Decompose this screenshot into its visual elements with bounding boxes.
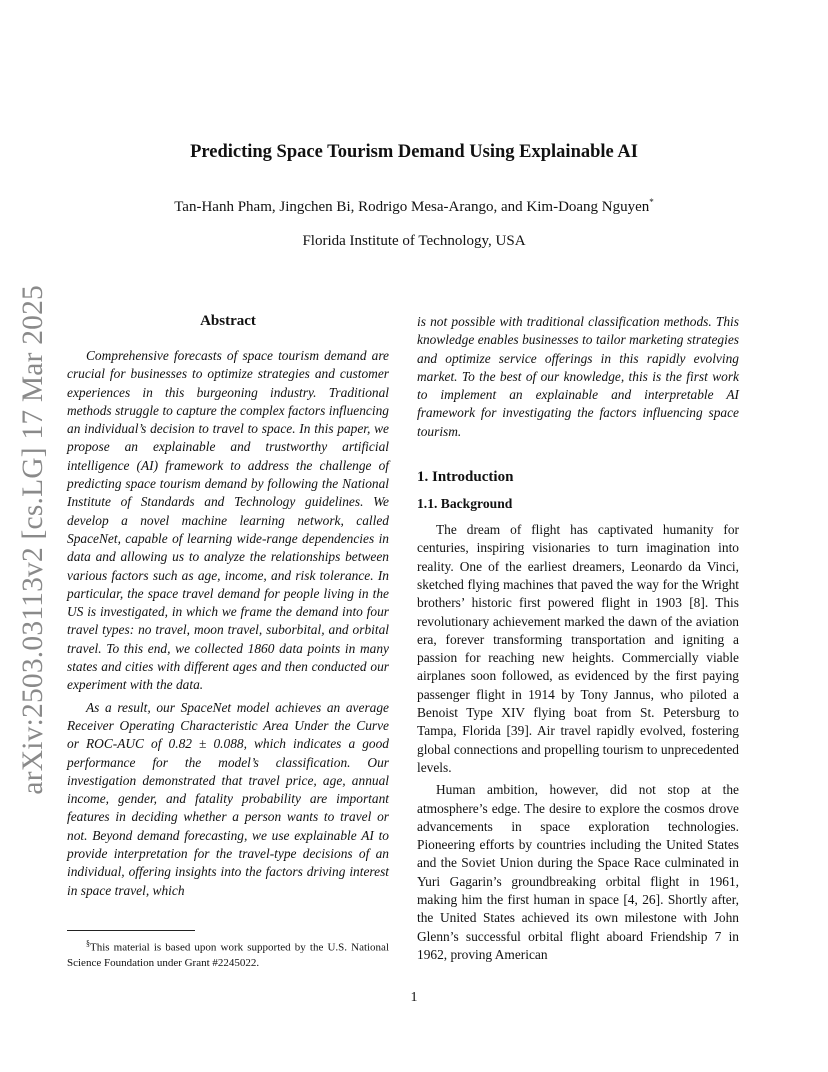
author-names: Tan-Hanh Pham, Jingchen Bi, Rodrigo Mesa-Arango, and Kim-Doang Nguyen <box>174 199 650 215</box>
left-column <box>67 311 389 900</box>
footnote-divider <box>67 930 195 931</box>
author-list <box>0 197 828 216</box>
subsection-heading-background: 1.1. Background <box>417 496 513 512</box>
page-number: 1 <box>410 990 418 1005</box>
intro-paragraph-2: Human ambition, however, did not stop at the atmosphere’s edge. The desire to explore the cosmos drove advancements in space exploration technologies. Pioneering efforts by countries including the United States and the Soviet Union during the Space Race culminated in Yuri Gagarin’s groundbreaking orbital flight in 1961, making him the first human in space [4, 26]. Shortly after, the United States achieved its own milestone with John Glenn’s successful orbital flight aboard Friendship 7 in 1962, proving American <box>417 782 739 962</box>
intro-paragraph-1: The dream of flight has captivated humanity for centuries, inspiring visionaries to turn imagination into reality. One of the earliest dreamers, Leonardo da Vinci, sketched flying machines that paved the way for the Wright brothers’ historic first powered flight in 1903 [8]. This revolutionary achievement marked the dawn of the aviation era, forever transforming transportation and igniting a passion for reaching new heights. Commercially viable airplanes soon followed, as evidenced by the first paying passenger flight in 1914 by Tony Jannus, who piloted a Benoist Type XIV flying boat from St. Petersburg to Tampa, Florida [39]. Air travel rapidly evolved, fostering global connections and propelling tourism to unprecedented levels. <box>417 522 739 775</box>
paper-title: Predicting Space Tourism Demand Using Explainable AI <box>190 142 638 162</box>
footnote <box>67 936 389 971</box>
author-footnote-mark: * <box>649 197 654 207</box>
arxiv-identifier: arXiv:2503.03113v2 [cs.LG] 17 Mar 2025 <box>17 285 49 795</box>
affiliation: Florida Institute of Technology, USA <box>302 233 526 249</box>
section-heading-introduction: 1. Introduction <box>417 469 514 486</box>
abstract-paragraph-2: As a result, our SpaceNet model achieves an average Receiver Operating Characteristic Area Under the Curve or ROC-AUC of 0.82 ± 0.088, which indicates a good performance for the model’s classification. Our investigation demonstrated that travel price, age, annual income, gender, and fatality probability are important features in deciding whether a person wants to travel or not. Beyond demand forecasting, we use explainable AI to provide interpretation for the travel-type decisions of an individual, offering insights into the factors driving interest in space travel, which <box>67 699 389 898</box>
right-column <box>417 313 739 964</box>
abstract-paragraph-2-continued: is not possible with traditional classification methods. This knowledge enables businesses to tailor marketing strategies and optimize service offerings in this rapidly evolving market. To the best of our knowledge, this is the first work to implement an explainable and interpretable AI framework for investigating the factors influencing space tourism. <box>417 314 739 439</box>
footnote-mark: § <box>86 939 90 948</box>
abstract-heading: Abstract <box>200 313 256 329</box>
footnote-text: This material is based upon work supported by the U.S. National Science Foundation under Grant #2245022. <box>67 941 389 969</box>
abstract-paragraph-1: Comprehensive forecasts of space tourism demand are crucial for businesses to optimize strategies and customer experiences in this burgeoning industry. Traditional methods struggle to capture the complex factors influencing an individual’s decision to travel to space. In this paper, we propose an explainable and trustworthy artificial intelligence (AI) framework to address the challenge of predicting space tourism demand by following the National Institute of Standards and Technology guidelines. We develop a novel machine learning network, called SpaceNet, capable of learning wide-range dependencies in data and allowing us to analyze the relationships between various factors such as age, income, and risk tolerance. In particular, the space travel demand for people living in the US is investigated, in which we frame the demand into four travel types: no travel, moon travel, suborbital, and orbital travel. To this end, we collected 1860 data points in many states and cities with different ages and then conducted our experiment with the data. <box>67 348 389 693</box>
